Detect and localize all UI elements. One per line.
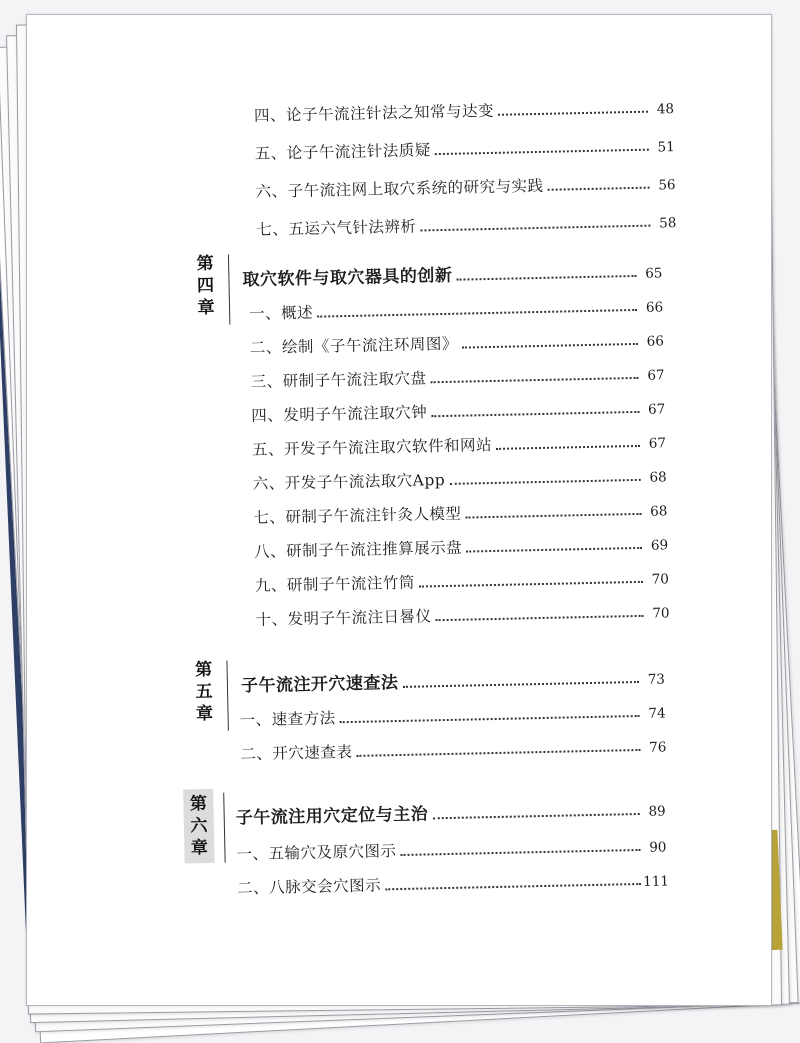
toc-entry[interactable]	[250, 359, 664, 392]
toc-entry-page: 69	[650, 537, 669, 554]
leader-dots	[465, 513, 641, 519]
toc-entry-page: 56	[658, 177, 676, 194]
chapter-title: 子午流注开穴速查法	[240, 673, 399, 697]
toc-entry[interactable]	[237, 865, 670, 898]
toc-entry-page: 58	[659, 215, 677, 232]
leader-dots	[402, 681, 638, 688]
leader-dots	[419, 581, 643, 588]
toc-entry[interactable]	[252, 461, 666, 494]
toc-entry-page: 68	[650, 503, 668, 520]
chapter-heading[interactable]	[235, 795, 665, 828]
leader-dots	[498, 111, 648, 116]
toc-entry[interactable]	[249, 291, 663, 324]
toc-entry-title: 七、五运六气针法辨析	[256, 217, 417, 239]
toc-entry-page: 51	[657, 139, 675, 156]
toc-entry-title: 二、开穴速查表	[240, 742, 353, 764]
leader-dots	[435, 149, 649, 155]
leader-dots	[356, 749, 640, 757]
toc-entry-page: 90	[649, 839, 667, 856]
toc-entry-title: 四、论子午流注针法之知常与达变	[253, 101, 495, 125]
toc-entry-title: 九、研制子午流注竹筒	[254, 573, 416, 595]
chapter-title: 取穴软件与取穴器具的创新	[242, 265, 453, 291]
chapter-divider	[228, 254, 230, 324]
toc-entry-page: 67	[647, 401, 666, 418]
toc-entry[interactable]	[255, 597, 669, 630]
leader-dots	[317, 309, 637, 318]
toc-content	[17, 7, 782, 1012]
toc-entry-page: 111	[642, 873, 670, 890]
leader-dots	[466, 547, 642, 553]
toc-entry-page: 74	[648, 705, 666, 722]
toc-entry[interactable]	[254, 93, 674, 126]
toc-entry-title: 四、发明子午流注取穴钟	[251, 403, 428, 426]
toc-entry-title: 六、子午流注网上取穴系统的研究与实践	[255, 176, 544, 201]
toc-entry-title: 六、开发子午流法取穴App	[252, 470, 446, 494]
toc-entry-page: 68	[649, 469, 667, 486]
chapter-title: 子午流注用穴定位与主治	[235, 804, 429, 829]
toc-entry-title: 一、概述	[248, 303, 314, 324]
chapter-page: 73	[647, 671, 666, 688]
leader-dots	[431, 411, 639, 417]
toc-entry[interactable]	[251, 393, 665, 426]
leader-dots	[548, 187, 650, 191]
toc-entry[interactable]	[250, 325, 664, 358]
leader-dots	[340, 715, 640, 723]
toc-entry-page: 48	[656, 101, 675, 118]
toc-entry-page: 66	[646, 333, 665, 350]
leader-dots	[449, 479, 640, 485]
leader-dots	[431, 377, 639, 383]
leader-dots	[436, 615, 644, 621]
leader-dots	[420, 225, 650, 232]
toc-entry-title: 一、速查方法	[239, 709, 336, 730]
toc-entry[interactable]	[253, 495, 667, 528]
toc-entry[interactable]	[255, 169, 675, 202]
chapter-page: 65	[645, 265, 663, 282]
toc-page	[26, 14, 772, 1006]
toc-entry[interactable]	[255, 563, 669, 596]
toc-entry[interactable]	[254, 529, 668, 562]
toc-entry[interactable]	[256, 207, 676, 240]
toc-entry[interactable]	[240, 731, 666, 764]
leader-dots	[385, 883, 641, 890]
toc-entry-title: 三、研制子午流注取穴盘	[250, 369, 427, 392]
toc-entry[interactable]	[236, 831, 666, 864]
toc-entry-title: 十、发明子午流注日晷仪	[255, 607, 432, 629]
toc-entry-page: 67	[648, 435, 667, 452]
chapter-label: 第五章	[194, 659, 214, 725]
toc-entry-page: 70	[652, 605, 670, 622]
chapter-label: 第六章	[183, 789, 215, 864]
toc-entry-page: 66	[645, 299, 664, 316]
chapter-page: 89	[648, 803, 666, 820]
toc-entry-title: 一、五输穴及原穴图示	[236, 842, 397, 864]
leader-dots	[432, 813, 639, 819]
toc-entry-page: 70	[651, 571, 669, 588]
toc-entry-page: 67	[647, 367, 665, 384]
toc-entry[interactable]	[255, 131, 675, 164]
chapter-heading[interactable]	[242, 257, 662, 290]
toc-entry-title: 二、八脉交会穴图示	[237, 876, 382, 898]
toc-entry-title: 五、开发子午流注取穴软件和网站	[251, 436, 493, 460]
toc-entry-title: 七、研制子午流注针灸人模型	[253, 504, 462, 528]
toc-entry-title: 五、论子午流注针法质疑	[254, 141, 431, 163]
leader-dots	[496, 445, 640, 450]
leader-dots	[462, 343, 638, 349]
leader-dots	[456, 275, 636, 281]
toc-entry[interactable]	[252, 427, 666, 460]
toc-entry[interactable]	[239, 697, 665, 730]
toc-entry-title: 八、研制子午流注推算展示盘	[253, 538, 463, 562]
chapter-label: 第四章	[196, 253, 215, 319]
toc-entry-title: 二、绘制《子午流注环周图》	[249, 334, 459, 358]
chapter-divider	[226, 661, 228, 731]
chapter-divider	[223, 793, 225, 863]
chapter-heading[interactable]	[241, 663, 665, 696]
toc-entry-page: 76	[648, 739, 667, 756]
leader-dots	[401, 849, 641, 856]
